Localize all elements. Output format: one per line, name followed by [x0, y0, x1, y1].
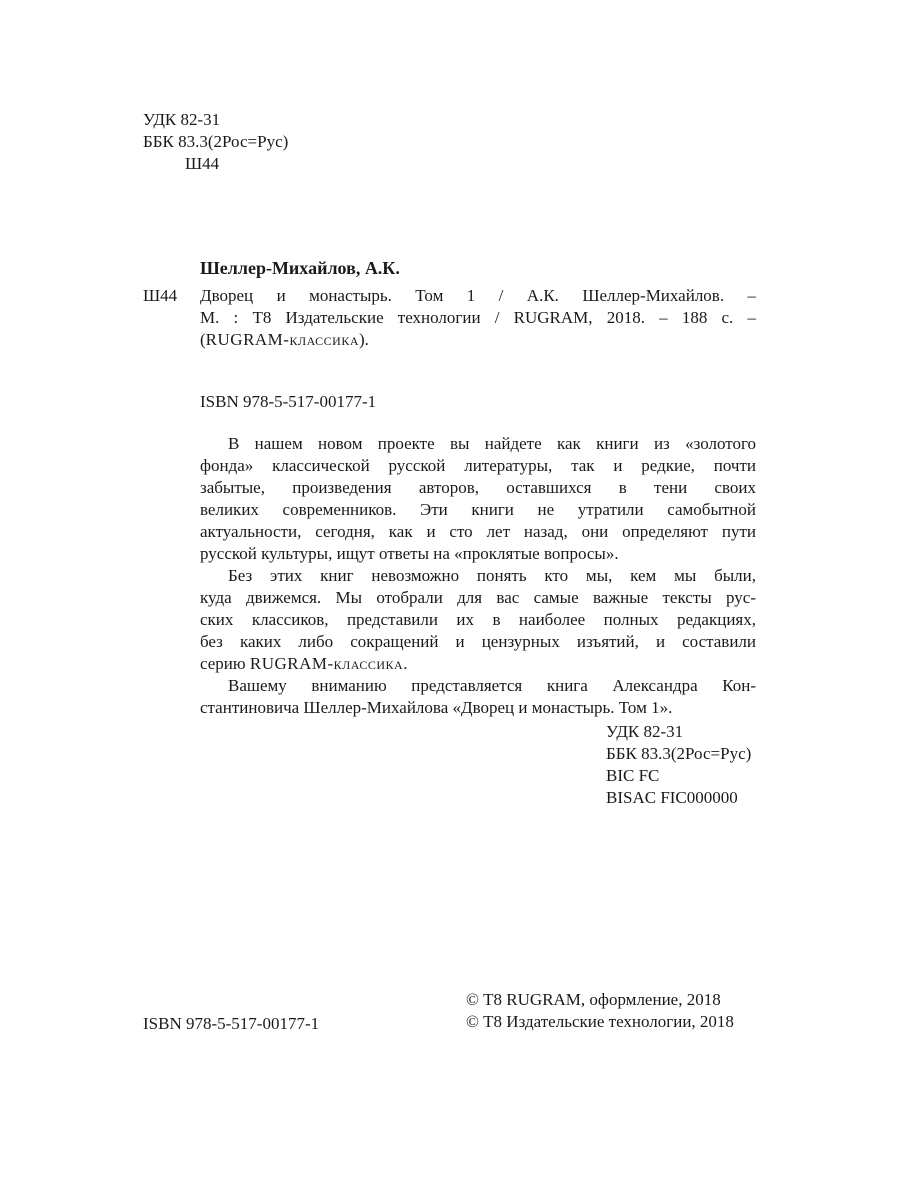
annotation-line: Вашему вниманию представляется книга Александра Кон-: [228, 676, 756, 695]
series-paren-open: (: [200, 330, 206, 349]
series-name: RUGRAM-классика: [249, 654, 404, 673]
series-paren-close: ).: [359, 330, 369, 349]
annotation-line: великих современников. Эти книги не утратили самобытной: [200, 500, 756, 519]
udk-code: УДК 82-31: [143, 110, 221, 129]
series-prefix: серию: [200, 654, 250, 673]
description-line: М. : Т8 Издательские технологии / RUGRAM, 2018. – 188 с. –: [200, 308, 756, 327]
annotation-line: русской культуры, ищут ответы на «проклятые вопросы».: [200, 544, 619, 563]
series-suffix: .: [403, 654, 408, 673]
annotation-line: Без этих книг невозможно понять кто мы, кем мы были,: [228, 566, 756, 585]
annotation-paragraph-1: [200, 433, 756, 565]
copyright-line: © Т8 RUGRAM, оформление, 2018: [466, 990, 721, 1009]
bbk-code: ББК 83.3(2Рос=Рус): [143, 132, 289, 151]
bbk-code: ББК 83.3(2Рос=Рус): [606, 744, 752, 763]
annotation-line: В нашем новом проекте вы найдете как книги из «золотого: [228, 434, 756, 453]
copyright-notices: [466, 989, 734, 1033]
author-mark-code: Ш44: [143, 286, 178, 305]
annotation-paragraph-3: [200, 675, 756, 719]
annotation-line: ских классиков, представили их в наиболее полных редакциях,: [200, 610, 756, 629]
bisac-code: BISAC FIC000000: [606, 788, 738, 807]
udk-code: УДК 82-31: [606, 722, 684, 741]
author-heading: Шеллер-Михайлов, А.К.: [200, 258, 400, 278]
isbn-footer: ISBN 978-5-517-00177-1: [143, 1014, 320, 1033]
series-name: RUGRAM-классика: [205, 330, 360, 349]
description-line: Дворец и монастырь. Том 1 / А.К. Шеллер-Михайлов. –: [200, 286, 756, 305]
annotation-line: [200, 653, 756, 675]
bibliographic-description: [200, 285, 756, 351]
top-classification-codes: [143, 109, 288, 175]
annotation-line: фонда» классической русской литературы, так и редкие, почти: [200, 456, 756, 475]
series-line: [200, 329, 756, 351]
annotation-line: куда движемся. Мы отобрали для вас самые важные тексты рус-: [200, 588, 756, 607]
annotation-line: актуальности, сегодня, как и сто лет назад, они определяют пути: [200, 522, 756, 541]
bic-code: BIC FC: [606, 766, 660, 785]
annotation-line: стантиновича Шеллер-Михайлова «Дворец и монастырь. Том 1».: [200, 698, 673, 717]
isbn: ISBN 978-5-517-00177-1: [200, 392, 377, 411]
annotation: [200, 433, 756, 719]
author-mark: Ш44: [185, 154, 220, 173]
annotation-line: без каких либо сокращений и цензурных изъятий, и составили: [200, 632, 756, 651]
annotation-paragraph-2: [200, 565, 756, 675]
copyright-line: © Т8 Издательские технологии, 2018: [466, 1012, 734, 1031]
classification-codes: [606, 721, 751, 809]
annotation-line: забытые, произведения авторов, оставшихся в тени своих: [200, 478, 756, 497]
